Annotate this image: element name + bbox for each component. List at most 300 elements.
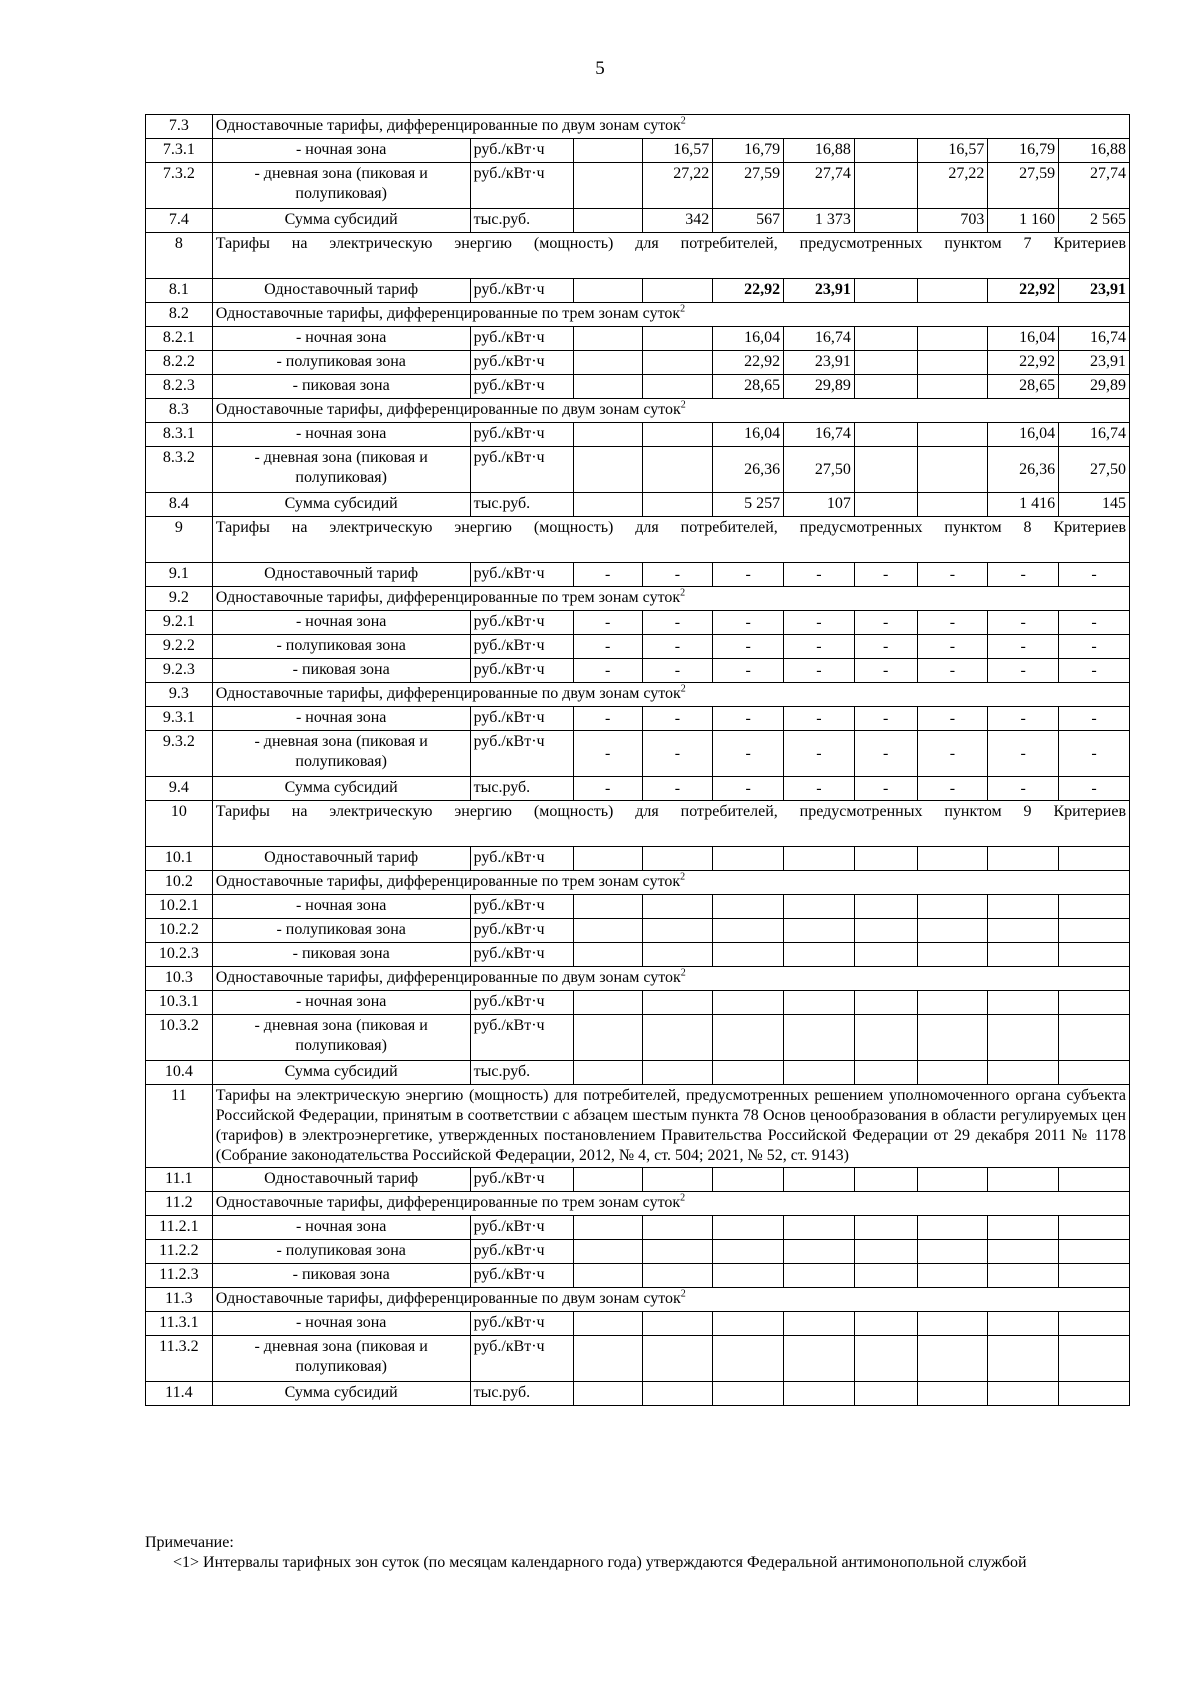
table-row bbox=[146, 423, 1130, 447]
value-cell bbox=[1059, 943, 1130, 967]
value-cell: - bbox=[1059, 611, 1130, 635]
row-number: 11.4 bbox=[146, 1382, 213, 1406]
row-number: 9.1 bbox=[146, 563, 213, 587]
table-row bbox=[146, 611, 1130, 635]
row-number: 10.2.3 bbox=[146, 943, 213, 967]
value-cell: - bbox=[917, 777, 988, 801]
row-name: Сумма субсидий bbox=[212, 1061, 470, 1085]
row-name: - ночная зона bbox=[212, 611, 470, 635]
value-cell: - bbox=[917, 707, 988, 731]
value-cell bbox=[917, 895, 988, 919]
value-cell: - bbox=[1059, 659, 1130, 683]
table-row bbox=[146, 991, 1130, 1015]
value-cell bbox=[1059, 919, 1130, 943]
value-cell bbox=[988, 1168, 1059, 1192]
value-cell bbox=[784, 943, 855, 967]
value-cell: - bbox=[988, 563, 1059, 587]
value-cell bbox=[784, 1168, 855, 1192]
table-row bbox=[146, 1336, 1130, 1382]
value-cell: 26,36 bbox=[713, 447, 784, 493]
row-unit: руб./кВт·ч bbox=[470, 1240, 573, 1264]
value-cell: 16,74 bbox=[784, 327, 855, 351]
table-row bbox=[146, 1168, 1130, 1192]
table-row bbox=[146, 1216, 1130, 1240]
value-cell bbox=[642, 279, 713, 303]
section-title bbox=[212, 303, 1129, 327]
value-cell bbox=[784, 919, 855, 943]
footnote-marker: 2 bbox=[680, 967, 686, 979]
value-cell bbox=[854, 1382, 917, 1406]
row-unit: тыс.руб. bbox=[470, 493, 573, 517]
value-cell bbox=[784, 991, 855, 1015]
section-title bbox=[212, 967, 1129, 991]
value-cell: 28,65 bbox=[713, 375, 784, 399]
value-cell bbox=[713, 991, 784, 1015]
value-cell bbox=[642, 351, 713, 375]
section-row bbox=[146, 967, 1130, 991]
value-cell bbox=[642, 1168, 713, 1192]
value-cell: - bbox=[917, 731, 988, 777]
value-cell: 27,74 bbox=[1059, 163, 1130, 209]
section-title-text: Тарифы на электрическую энергию (мощность) для потребителей, предусмотренных решением уполномоченного органа субъекта Российской Федерации, принятым в соответствии с абзацем шестым пункта 78 Основ ценообразования в области регулируемых цен (тарифов) в электроэнергетике, утвержденных постановлением Правительства Российской Федерации от 29 декабря 2011 № 1178 (Собрание законодательства Российской Федерации, 2012, № 4, ст. 504; 2021, № 52, ст. 9143) bbox=[215, 1087, 1126, 1164]
section-row bbox=[146, 1085, 1130, 1168]
section-title bbox=[212, 399, 1129, 423]
value-cell bbox=[917, 1336, 988, 1382]
value-cell: 16,04 bbox=[988, 327, 1059, 351]
table-row bbox=[146, 163, 1130, 209]
row-unit: руб./кВт·ч bbox=[470, 423, 573, 447]
value-cell bbox=[713, 895, 784, 919]
value-cell: - bbox=[573, 777, 642, 801]
row-unit: руб./кВт·ч bbox=[470, 1168, 573, 1192]
value-cell: - bbox=[1059, 563, 1130, 587]
row-name: - дневная зона (пиковая и полупиковая) bbox=[212, 163, 470, 209]
value-cell: - bbox=[917, 563, 988, 587]
value-cell: - bbox=[573, 731, 642, 777]
row-unit: руб./кВт·ч bbox=[470, 707, 573, 731]
value-cell bbox=[784, 1015, 855, 1061]
value-cell bbox=[573, 1015, 642, 1061]
value-cell bbox=[784, 1061, 855, 1085]
table-row bbox=[146, 1015, 1130, 1061]
value-cell bbox=[1059, 1264, 1130, 1288]
value-cell: - bbox=[988, 777, 1059, 801]
row-name: Сумма субсидий bbox=[212, 209, 470, 233]
value-cell bbox=[917, 991, 988, 1015]
value-cell: 1 416 bbox=[988, 493, 1059, 517]
value-cell: - bbox=[988, 731, 1059, 777]
value-cell bbox=[988, 943, 1059, 967]
value-cell bbox=[1059, 991, 1130, 1015]
section-row bbox=[146, 303, 1130, 327]
row-unit: тыс.руб. bbox=[470, 1382, 573, 1406]
value-cell: 16,74 bbox=[1059, 423, 1130, 447]
row-number: 10 bbox=[146, 801, 213, 847]
value-cell: 16,57 bbox=[642, 139, 713, 163]
value-cell bbox=[573, 1264, 642, 1288]
value-cell bbox=[573, 1336, 642, 1382]
value-cell bbox=[1059, 1240, 1130, 1264]
value-cell bbox=[854, 1168, 917, 1192]
value-cell bbox=[642, 1336, 713, 1382]
value-cell: - bbox=[784, 731, 855, 777]
row-name: - ночная зона bbox=[212, 1312, 470, 1336]
value-cell: - bbox=[642, 659, 713, 683]
table-row bbox=[146, 895, 1130, 919]
value-cell: - bbox=[642, 731, 713, 777]
row-unit: тыс.руб. bbox=[470, 209, 573, 233]
value-cell: 16,57 bbox=[917, 139, 988, 163]
row-number: 11.2.2 bbox=[146, 1240, 213, 1264]
value-cell bbox=[854, 375, 917, 399]
value-cell bbox=[642, 1240, 713, 1264]
value-cell: - bbox=[917, 635, 988, 659]
value-cell bbox=[917, 919, 988, 943]
row-number: 11.3.1 bbox=[146, 1312, 213, 1336]
value-cell: - bbox=[573, 563, 642, 587]
footnote-marker: 2 bbox=[680, 871, 686, 883]
value-cell bbox=[917, 847, 988, 871]
row-unit: руб./кВт·ч bbox=[470, 1216, 573, 1240]
value-cell: - bbox=[713, 777, 784, 801]
value-cell bbox=[988, 1336, 1059, 1382]
value-cell: - bbox=[988, 707, 1059, 731]
row-number: 9 bbox=[146, 517, 213, 563]
value-cell: - bbox=[573, 659, 642, 683]
row-unit: руб./кВт·ч bbox=[470, 659, 573, 683]
section-title-text: Одноставочные тарифы, дифференцированные по трем зонам суток bbox=[215, 873, 681, 890]
value-cell bbox=[713, 1264, 784, 1288]
row-unit: руб./кВт·ч bbox=[470, 139, 573, 163]
value-cell: - bbox=[713, 731, 784, 777]
table-row bbox=[146, 847, 1130, 871]
value-cell bbox=[854, 1015, 917, 1061]
value-cell bbox=[642, 919, 713, 943]
table-row bbox=[146, 635, 1130, 659]
value-cell bbox=[854, 1336, 917, 1382]
value-cell: - bbox=[573, 635, 642, 659]
row-unit: руб./кВт·ч bbox=[470, 163, 573, 209]
row-number: 8.2 bbox=[146, 303, 213, 327]
value-cell: 27,59 bbox=[713, 163, 784, 209]
row-unit: руб./кВт·ч bbox=[470, 847, 573, 871]
value-cell: 16,79 bbox=[713, 139, 784, 163]
value-cell bbox=[642, 327, 713, 351]
value-cell: 16,74 bbox=[1059, 327, 1130, 351]
section-title bbox=[212, 871, 1129, 895]
value-cell: 16,88 bbox=[1059, 139, 1130, 163]
value-cell: - bbox=[642, 635, 713, 659]
value-cell bbox=[713, 1168, 784, 1192]
row-name: Одноставочный тариф bbox=[212, 847, 470, 871]
value-cell bbox=[917, 1015, 988, 1061]
table-row bbox=[146, 1312, 1130, 1336]
value-cell bbox=[854, 139, 917, 163]
value-cell bbox=[1059, 1336, 1130, 1382]
value-cell: 1 373 bbox=[784, 209, 855, 233]
row-number: 8.1 bbox=[146, 279, 213, 303]
section-title bbox=[212, 1085, 1129, 1168]
value-cell bbox=[854, 447, 917, 493]
row-number: 8.3.2 bbox=[146, 447, 213, 493]
value-cell bbox=[854, 327, 917, 351]
value-cell bbox=[573, 447, 642, 493]
value-cell bbox=[917, 375, 988, 399]
row-name: Сумма субсидий bbox=[212, 777, 470, 801]
table-row bbox=[146, 209, 1130, 233]
value-cell bbox=[713, 847, 784, 871]
value-cell bbox=[854, 423, 917, 447]
value-cell bbox=[642, 847, 713, 871]
row-number: 9.3.1 bbox=[146, 707, 213, 731]
section-row bbox=[146, 517, 1130, 563]
value-cell bbox=[854, 1240, 917, 1264]
footnote-marker: 2 bbox=[680, 115, 686, 127]
value-cell: 27,74 bbox=[784, 163, 855, 209]
row-unit: руб./кВт·ч bbox=[470, 563, 573, 587]
row-number: 10.3 bbox=[146, 967, 213, 991]
section-title-text: Тарифы на электрическую энергию (мощность) для потребителей, предусмотренных пунктом 7 Критериев bbox=[215, 235, 1126, 252]
row-number: 11.2.1 bbox=[146, 1216, 213, 1240]
value-cell bbox=[988, 1061, 1059, 1085]
notes-section bbox=[145, 1533, 1130, 1573]
section-title bbox=[212, 587, 1129, 611]
value-cell bbox=[1059, 847, 1130, 871]
value-cell: - bbox=[642, 563, 713, 587]
value-cell bbox=[854, 351, 917, 375]
value-cell bbox=[573, 1216, 642, 1240]
value-cell bbox=[713, 1382, 784, 1406]
value-cell bbox=[917, 1168, 988, 1192]
value-cell bbox=[917, 1216, 988, 1240]
row-unit: руб./кВт·ч bbox=[470, 375, 573, 399]
value-cell bbox=[784, 1240, 855, 1264]
table-row bbox=[146, 327, 1130, 351]
value-cell: - bbox=[642, 777, 713, 801]
row-unit: руб./кВт·ч bbox=[470, 919, 573, 943]
section-title-text: Одноставочные тарифы, дифференцированные по трем зонам суток bbox=[215, 305, 681, 322]
value-cell: 26,36 bbox=[988, 447, 1059, 493]
value-cell: - bbox=[784, 563, 855, 587]
row-name: - ночная зона bbox=[212, 327, 470, 351]
value-cell bbox=[573, 847, 642, 871]
value-cell bbox=[573, 895, 642, 919]
value-cell bbox=[573, 1382, 642, 1406]
row-unit: руб./кВт·ч bbox=[470, 327, 573, 351]
value-cell bbox=[854, 1216, 917, 1240]
value-cell: 16,79 bbox=[988, 139, 1059, 163]
row-name: - ночная зона bbox=[212, 139, 470, 163]
footnote-marker: 2 bbox=[680, 399, 686, 411]
value-cell bbox=[642, 423, 713, 447]
value-cell: 29,89 bbox=[1059, 375, 1130, 399]
value-cell bbox=[988, 847, 1059, 871]
section-title-text: Одноставочные тарифы, дифференцированные по двум зонам суток bbox=[215, 969, 681, 986]
value-cell bbox=[988, 895, 1059, 919]
value-cell: 23,91 bbox=[1059, 351, 1130, 375]
value-cell: 23,91 bbox=[784, 279, 855, 303]
value-cell bbox=[854, 943, 917, 967]
value-cell bbox=[642, 447, 713, 493]
value-cell bbox=[713, 1061, 784, 1085]
value-cell: 567 bbox=[713, 209, 784, 233]
row-name: - пиковая зона bbox=[212, 943, 470, 967]
row-unit: руб./кВт·ч bbox=[470, 279, 573, 303]
value-cell bbox=[642, 991, 713, 1015]
row-number: 10.1 bbox=[146, 847, 213, 871]
tariff-table-body bbox=[146, 115, 1130, 1406]
value-cell: - bbox=[713, 659, 784, 683]
value-cell bbox=[784, 1336, 855, 1382]
value-cell bbox=[917, 1312, 988, 1336]
row-number: 11.3 bbox=[146, 1288, 213, 1312]
section-title-text: Одноставочные тарифы, дифференцированные по двум зонам суток bbox=[215, 401, 681, 418]
row-name: - дневная зона (пиковая и полупиковая) bbox=[212, 1015, 470, 1061]
section-title bbox=[212, 1192, 1129, 1216]
row-number: 8.3.1 bbox=[146, 423, 213, 447]
value-cell: 23,91 bbox=[784, 351, 855, 375]
value-cell bbox=[784, 1382, 855, 1406]
value-cell bbox=[917, 327, 988, 351]
value-cell bbox=[988, 1264, 1059, 1288]
value-cell: - bbox=[713, 707, 784, 731]
section-title-text: Одноставочные тарифы, дифференцированные по двум зонам суток bbox=[215, 117, 681, 134]
value-cell bbox=[917, 279, 988, 303]
table-row bbox=[146, 279, 1130, 303]
value-cell: 22,92 bbox=[713, 279, 784, 303]
row-name: - полупиковая зона bbox=[212, 635, 470, 659]
value-cell bbox=[573, 423, 642, 447]
value-cell: 16,04 bbox=[713, 423, 784, 447]
section-title-text: Одноставочные тарифы, дифференцированные по двум зонам суток bbox=[215, 1290, 681, 1307]
row-number: 8.4 bbox=[146, 493, 213, 517]
value-cell bbox=[917, 423, 988, 447]
value-cell: - bbox=[854, 659, 917, 683]
value-cell bbox=[1059, 1061, 1130, 1085]
row-name: - дневная зона (пиковая и полупиковая) bbox=[212, 1336, 470, 1382]
value-cell: 16,04 bbox=[988, 423, 1059, 447]
value-cell bbox=[917, 943, 988, 967]
row-name: - ночная зона bbox=[212, 423, 470, 447]
value-cell: - bbox=[1059, 707, 1130, 731]
notes-title: Примечание: bbox=[145, 1534, 234, 1551]
value-cell: - bbox=[784, 635, 855, 659]
value-cell: - bbox=[854, 777, 917, 801]
value-cell bbox=[573, 1061, 642, 1085]
value-cell bbox=[642, 1312, 713, 1336]
row-number: 7.4 bbox=[146, 209, 213, 233]
table-row bbox=[146, 1264, 1130, 1288]
value-cell: 1 160 bbox=[988, 209, 1059, 233]
row-name: - пиковая зона bbox=[212, 659, 470, 683]
row-name: Сумма субсидий bbox=[212, 1382, 470, 1406]
row-number: 9.2 bbox=[146, 587, 213, 611]
value-cell bbox=[784, 1312, 855, 1336]
value-cell: - bbox=[713, 563, 784, 587]
value-cell: - bbox=[642, 611, 713, 635]
value-cell bbox=[1059, 1168, 1130, 1192]
section-row bbox=[146, 683, 1130, 707]
value-cell bbox=[988, 1216, 1059, 1240]
section-row bbox=[146, 1192, 1130, 1216]
value-cell bbox=[573, 943, 642, 967]
value-cell bbox=[854, 991, 917, 1015]
section-title-text: Тарифы на электрическую энергию (мощность) для потребителей, предусмотренных пунктом 8 Критериев bbox=[215, 519, 1126, 536]
value-cell: 23,91 bbox=[1059, 279, 1130, 303]
table-row bbox=[146, 563, 1130, 587]
row-name: - ночная зона bbox=[212, 991, 470, 1015]
value-cell bbox=[917, 1382, 988, 1406]
value-cell: - bbox=[784, 707, 855, 731]
value-cell bbox=[1059, 1382, 1130, 1406]
row-number: 11.3.2 bbox=[146, 1336, 213, 1382]
section-row bbox=[146, 1288, 1130, 1312]
value-cell: 16,04 bbox=[713, 327, 784, 351]
table-row bbox=[146, 1061, 1130, 1085]
value-cell bbox=[573, 163, 642, 209]
value-cell bbox=[642, 943, 713, 967]
value-cell bbox=[573, 375, 642, 399]
value-cell bbox=[642, 1015, 713, 1061]
value-cell bbox=[917, 447, 988, 493]
value-cell bbox=[784, 1216, 855, 1240]
row-unit: руб./кВт·ч bbox=[470, 943, 573, 967]
table-row bbox=[146, 707, 1130, 731]
table-row bbox=[146, 731, 1130, 777]
value-cell bbox=[573, 139, 642, 163]
row-name: - полупиковая зона bbox=[212, 919, 470, 943]
value-cell bbox=[988, 991, 1059, 1015]
value-cell bbox=[642, 375, 713, 399]
value-cell bbox=[573, 327, 642, 351]
row-unit: руб./кВт·ч bbox=[470, 731, 573, 777]
row-number: 11.1 bbox=[146, 1168, 213, 1192]
section-title-text: Одноставочные тарифы, дифференцированные по трем зонам суток bbox=[215, 1194, 681, 1211]
row-number: 9.2.3 bbox=[146, 659, 213, 683]
value-cell bbox=[854, 1264, 917, 1288]
row-number: 9.2.2 bbox=[146, 635, 213, 659]
table-row bbox=[146, 1382, 1130, 1406]
row-unit: руб./кВт·ч bbox=[470, 1336, 573, 1382]
row-unit: руб./кВт·ч bbox=[470, 1264, 573, 1288]
row-number: 11.2 bbox=[146, 1192, 213, 1216]
value-cell: - bbox=[642, 707, 713, 731]
value-cell bbox=[917, 1240, 988, 1264]
value-cell: - bbox=[573, 707, 642, 731]
value-cell: 27,22 bbox=[917, 163, 988, 209]
value-cell: 145 bbox=[1059, 493, 1130, 517]
value-cell bbox=[573, 919, 642, 943]
row-number: 10.4 bbox=[146, 1061, 213, 1085]
row-number: 7.3 bbox=[146, 115, 213, 139]
section-row bbox=[146, 871, 1130, 895]
value-cell: - bbox=[784, 611, 855, 635]
row-name: - ночная зона bbox=[212, 707, 470, 731]
value-cell bbox=[917, 351, 988, 375]
row-unit: руб./кВт·ч bbox=[470, 895, 573, 919]
value-cell bbox=[573, 991, 642, 1015]
value-cell: - bbox=[854, 563, 917, 587]
value-cell bbox=[854, 919, 917, 943]
value-cell: 703 bbox=[917, 209, 988, 233]
row-number: 7.3.2 bbox=[146, 163, 213, 209]
value-cell bbox=[988, 919, 1059, 943]
footnote-marker: 2 bbox=[680, 1288, 686, 1300]
section-title-text: Тарифы на электрическую энергию (мощность) для потребителей, предусмотренных пунктом 9 Критериев bbox=[215, 803, 1126, 820]
value-cell bbox=[573, 1168, 642, 1192]
section-title bbox=[212, 115, 1129, 139]
section-title bbox=[212, 233, 1129, 279]
